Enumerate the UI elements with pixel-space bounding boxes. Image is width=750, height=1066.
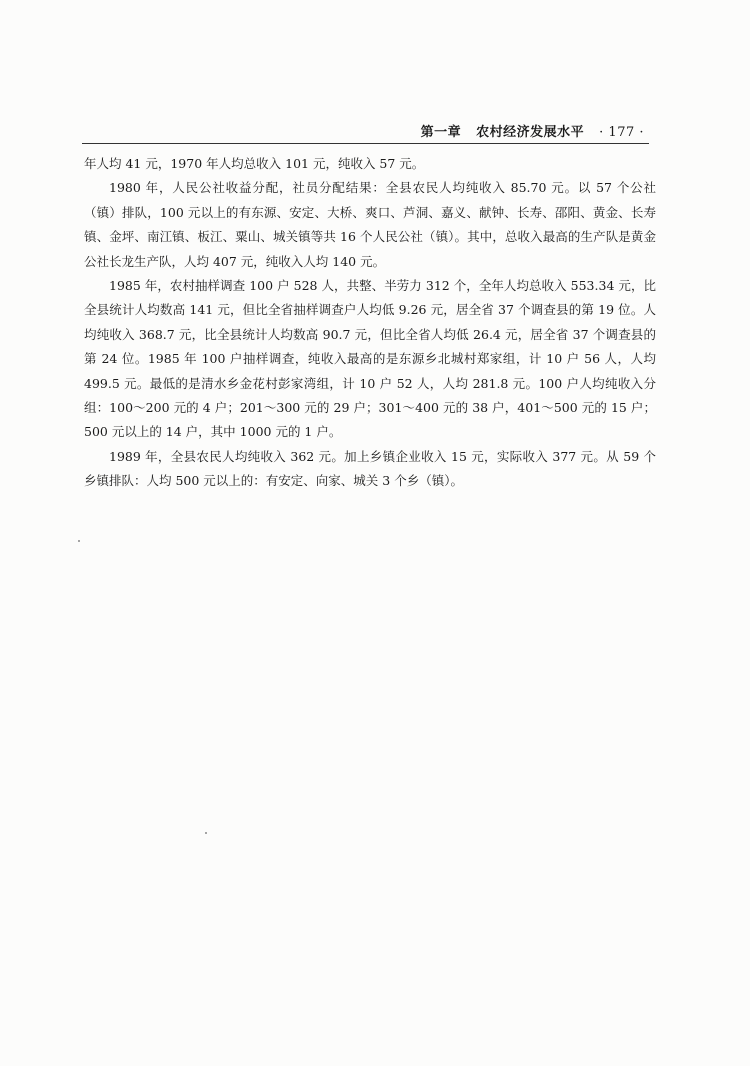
running-header [82, 118, 662, 142]
chapter-title: 农村经济发展水平 [476, 125, 585, 140]
paragraph-1985: 1985 年，农村抽样调查 100 户 528 人，共整、半劳力 312 个，全年人均总收入 553.34 元，比全县统计人均数高 141 元，但比全省抽样调查户人均低 9.26 元，居全省 37 个调查县的第 19 位。人均纯收入 368.7 元，比全县统计人均数高 90.7 元，但比全省人均低 26.4 元，居全省 37 个调查县的第 24 位。1985 年 100 户抽样调查，纯收入最高的是东源乡北城村郑家组，计 10 户 56 人，人均 499.5 元。最低的是清水乡金花村彭家湾组，计 10 户 52 人，人均 281.8 元。100 户人均纯收入分组：100～200 元的 4 户；201～300 元的 29 户；301～400 元的 38 户，401～500 元的 15 户；500 元以上的 14 户，其中 1000 元的 1 户。 [84, 278, 656, 440]
header-rule [82, 143, 649, 144]
scan-speck [205, 832, 207, 834]
chapter-label: 第一章 [420, 125, 462, 140]
page-number: · 177 · [599, 125, 644, 140]
body-text [84, 152, 656, 494]
paragraph-1980: 1980 年，人民公社收益分配，社员分配结果：全县农民人均纯收入 85.70 元。以 57 个公社（镇）排队，100 元以上的有东源、安定、大桥、爽口、芦洞、嘉义、献钟、长寿、邵阳、黄金、长寿镇、金坪、南江镇、板江、粟山、城关镇等共 16 个人民公社（镇）。其中，总收入最高的生产队是黄金公社长龙生产队，人均 407 元，纯收入人均 140 元。 [84, 180, 656, 269]
paragraph-1989: 1989 年，全县农民人均纯收入 362 元。加上乡镇企业收入 15 元，实际收入 377 元。从 59 个乡镇排队：人均 500 元以上的：有安定、向家、城关 3 个乡（镇）。 [84, 448, 656, 489]
paragraph-continuation: 年人均 41 元，1970 年人均总收入 101 元，纯收入 57 元。 [84, 156, 425, 171]
scan-speck [78, 540, 80, 542]
running-header-text [421, 121, 644, 140]
